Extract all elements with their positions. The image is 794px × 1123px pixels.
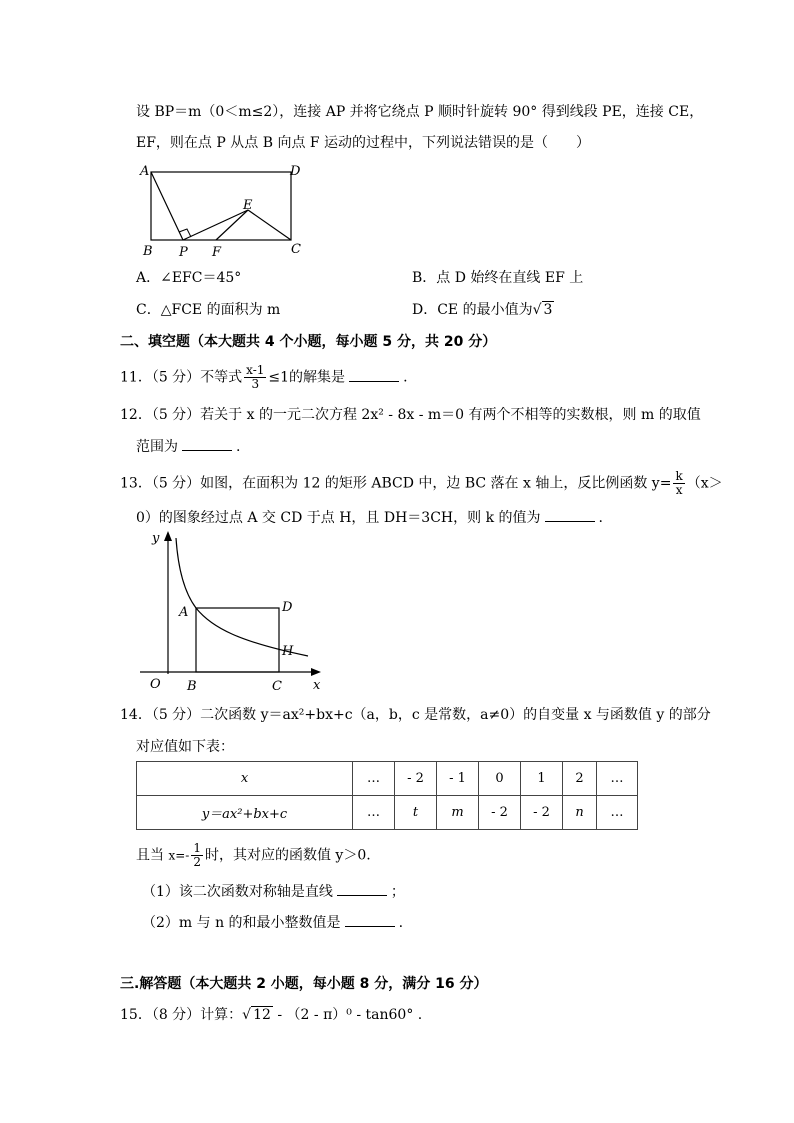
q12-line2-text: 范围为: [136, 439, 178, 455]
q11-suffix: ≤1的解集是: [268, 369, 346, 386]
q12-answer-blank[interactable]: [182, 438, 232, 451]
q14-den: 2: [193, 855, 201, 869]
q13-line1-end: （x＞: [686, 475, 723, 492]
label-p: P: [179, 245, 188, 260]
q15: [120, 1005, 422, 1025]
table-cell: n: [563, 796, 597, 830]
table-cell: m: [437, 796, 479, 830]
q13-line2: [136, 508, 603, 528]
q12-end: .: [236, 439, 241, 455]
sqrt-radicand: 3: [543, 302, 553, 318]
label-y: y: [152, 531, 160, 546]
q11-end: .: [403, 369, 408, 386]
segment-pe: [183, 210, 248, 240]
label-d: D: [290, 164, 301, 179]
sqrt-symbol: √ 3: [532, 302, 553, 318]
label-c: C: [272, 679, 282, 694]
q10-figure: [136, 160, 316, 260]
q10-option-d-text: D．CE 的最小值为: [412, 302, 533, 318]
table-cell: 2: [563, 762, 597, 796]
q14-value-table: [136, 761, 638, 830]
q13-figure: [140, 528, 330, 696]
q12-line1: 12．（5 分）若关于 x 的一元二次方程 2x² - 8x - m＝0 有两个不相等的实数根，则 m 的取值: [120, 407, 701, 423]
table-cell: …: [597, 762, 638, 796]
label-c: C: [291, 242, 301, 257]
q11-den: 3: [251, 377, 260, 391]
q11-prefix: 11．（5 分）不等式: [120, 369, 243, 386]
q14-line1: 14．（5 分）二次函数 y＝ax²+bx+c（a，b，c 是常数，a≠0）的自变量 x 与函数值 y 的部分: [120, 707, 711, 723]
rectangle-abcd: [151, 172, 291, 240]
q15-radicand: 12: [253, 1007, 271, 1023]
q13-line1: [120, 470, 723, 497]
label-b: B: [187, 679, 197, 694]
q11-answer-blank[interactable]: [349, 369, 399, 382]
q14-sub1-blank[interactable]: [337, 883, 387, 896]
table-cell: …: [353, 762, 395, 796]
label-a: A: [140, 164, 150, 179]
rectangle-abcd: [196, 608, 279, 672]
q14-num: 1: [193, 841, 201, 855]
q14-cond-pre: 且当: [136, 847, 164, 864]
q13-end: .: [598, 510, 603, 526]
q10-line1: 设 BP＝m（0＜m≤2），连接 AP 并将它绕点 P 顺时针旋转 90° 得到线段 PE，连接 CE，: [136, 104, 704, 120]
table-cell: 1: [521, 762, 563, 796]
q14-sub1: [142, 882, 405, 902]
q11: [120, 364, 408, 391]
table-cell: - 2: [395, 762, 437, 796]
table-cell: - 2: [521, 796, 563, 830]
table-cell: 0: [479, 762, 521, 796]
section-2-heading: 二、填空题（本大题共 4 个小题，每小题 5 分，共 20 分）: [120, 334, 497, 350]
q10-option-c: C．△FCE 的面积为 m: [136, 302, 281, 318]
label-e: E: [243, 198, 253, 213]
q13-fraction: [673, 470, 684, 497]
q13-line2-text: 0）的图象经过点 A 交 CD 于点 H，且 DH＝3CH，则 k 的值为: [136, 510, 541, 526]
q15-suffix: - （2 - π）⁰ - tan60° .: [272, 1007, 423, 1023]
q13-answer-blank[interactable]: [545, 509, 595, 522]
section-3-heading: 三.解答题（本大题共 2 小题，每小题 8 分，满分 16 分）: [120, 976, 488, 992]
x-axis-arrow: [311, 668, 321, 676]
sqrt-symbol: √ 12: [242, 1007, 271, 1023]
q14-line2: 对应值如下表：: [136, 739, 234, 755]
q14-sub2-blank[interactable]: [345, 914, 395, 927]
q14-condition: [136, 842, 371, 869]
label-a: A: [179, 605, 189, 620]
table-cell: - 2: [479, 796, 521, 830]
q10-option-a: A．∠EFC＝45°: [136, 270, 242, 286]
table-cell: …: [353, 796, 395, 830]
q13-line1-text: 13．（5 分）如图，在面积为 12 的矩形 ABCD 中，边 BC 落在 x 轴上，反比例函数 y=: [120, 475, 672, 492]
q11-num: x-1: [246, 363, 265, 377]
q14-cond-x: x=-: [168, 848, 190, 863]
label-f: F: [212, 245, 222, 260]
segment-ap: [151, 172, 183, 240]
q13-num: k: [675, 469, 683, 483]
q13-den: x: [675, 483, 683, 497]
q10-line2: EF，则在点 P 从点 B 向点 F 运动的过程中，下列说法错误的是（ ）: [136, 135, 591, 151]
q14-fraction: [191, 842, 203, 869]
label-d: D: [282, 600, 293, 615]
q14-sub2: [142, 913, 403, 933]
q12-line2: [136, 437, 240, 457]
label-x: x: [313, 678, 321, 693]
table-cell: y＝ax²+bx+c: [137, 796, 353, 830]
label-b: B: [143, 244, 153, 259]
table-cell: - 1: [437, 762, 479, 796]
table-row-x: [137, 762, 638, 796]
table-cell: t: [395, 796, 437, 830]
q14-sub2-text: （2）m 与 n 的和最小整数值是: [142, 915, 341, 931]
y-axis-arrow: [164, 531, 172, 541]
segment-ec: [248, 210, 291, 240]
table-cell: …: [597, 796, 638, 830]
q14-cond-post: 时，其对应的函数值 y＞0.: [204, 847, 371, 864]
segment-fe: [216, 210, 248, 240]
q10-option-d: [412, 300, 554, 320]
q14-sub1-end: ；: [390, 884, 405, 900]
q15-prefix: 15．（8 分）计算：: [120, 1007, 243, 1023]
q14-sub1-text: （1）该二次函数对称轴是直线: [142, 884, 333, 900]
table-cell: x: [137, 762, 353, 796]
q10-option-b: B．点 D 始终在直线 EF 上: [412, 270, 584, 286]
q14-sub2-end: .: [398, 915, 404, 931]
label-h: H: [282, 644, 294, 659]
q11-fraction: [244, 364, 266, 391]
label-o: O: [150, 677, 161, 692]
table-row-y: [137, 796, 638, 830]
